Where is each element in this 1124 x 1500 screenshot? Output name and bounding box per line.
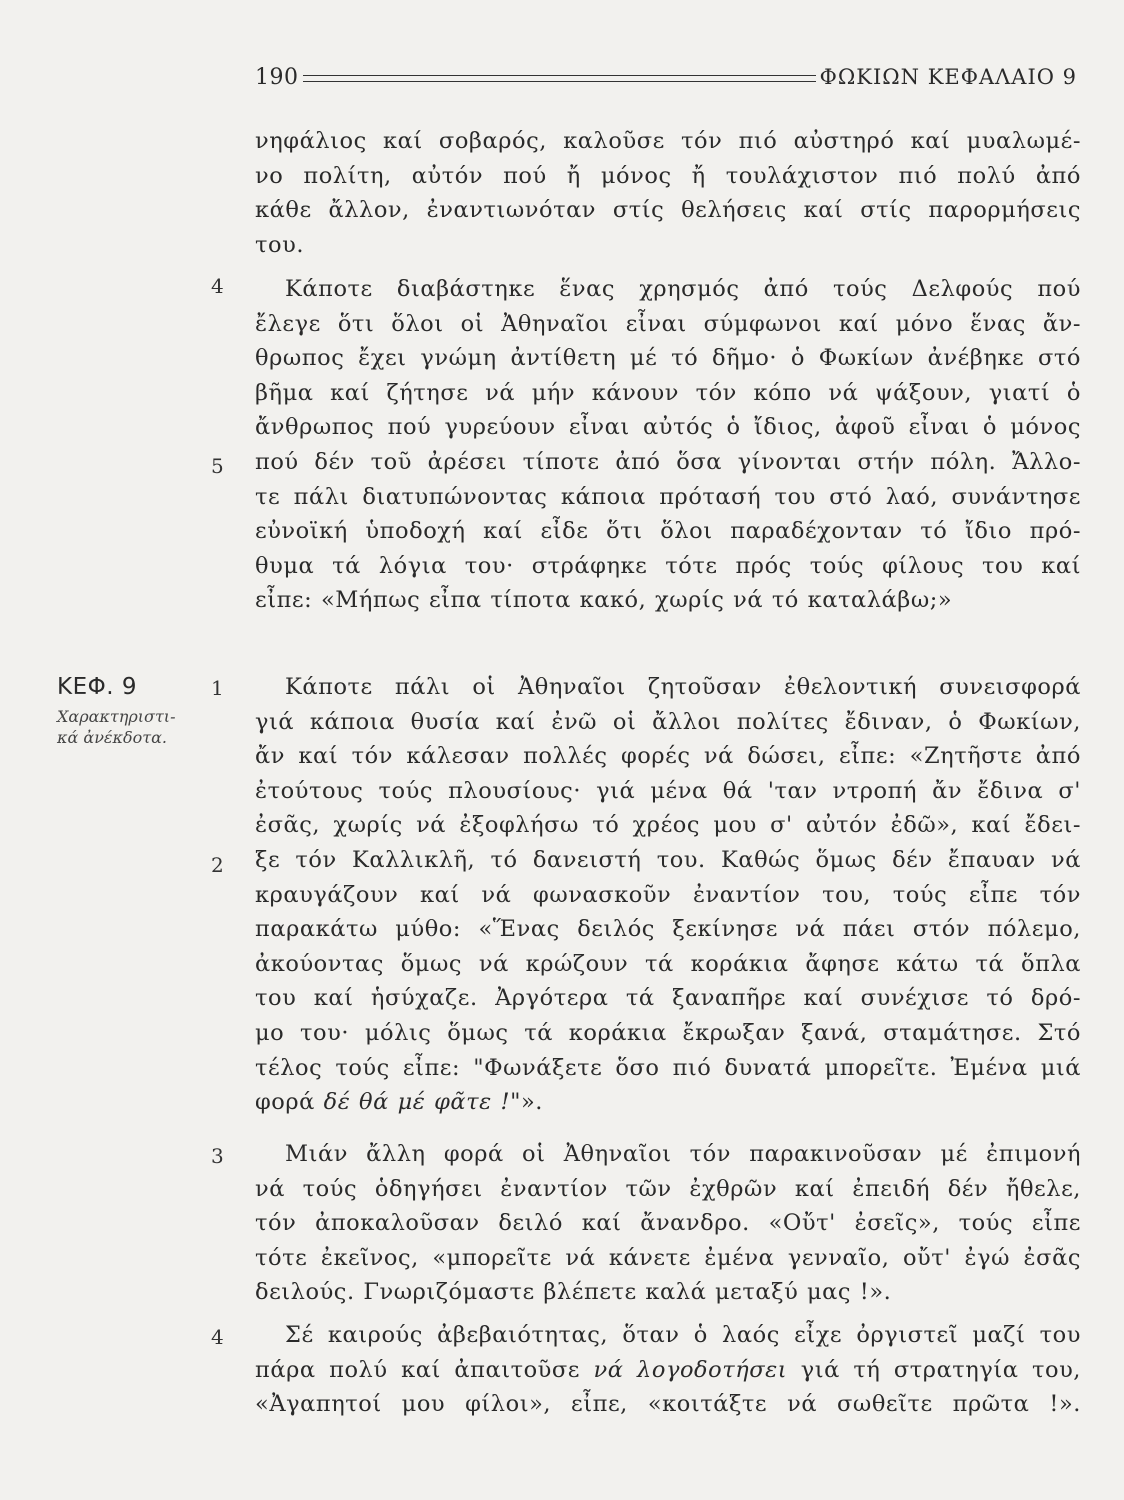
text-line: θυμα τά λόγια του· στράφηκε τότε πρός τούς φίλους του καί xyxy=(255,552,1081,579)
text-line: τέλος τούς εἶπε: "Φωνάξετε ὅσο πιό δυνατά μπορεῖτε. Ἐμένα μιά xyxy=(255,1054,1081,1081)
paragraph-oracle xyxy=(255,272,1081,618)
text-line: του καί ἡσύχαζε. Ἀργότερα τά ξαναπῆρε καί συνέχισε τό δρό- xyxy=(255,985,1081,1012)
italic-text-run: νά λογοδοτήσει xyxy=(593,1356,788,1383)
text-line: τε πάλι διατυπώνοντας κάποια πρότασή του στό λαό, συνάντησε xyxy=(255,483,1081,510)
text-line: νά τούς ὁδηγήσει ἐναντίον τῶν ἐχθρῶν καί ἐπειδή δέν ἤθελε, xyxy=(255,1175,1081,1202)
text-line xyxy=(255,1085,1081,1120)
section-number: 2 xyxy=(211,853,224,877)
text-line: Σέ καιρούς ἀβεβαιότητας, ὅταν ὁ λαός εἶχε ὀργιστεῖ μαζί του xyxy=(285,1322,1081,1348)
paragraph-friends xyxy=(255,1318,1081,1422)
text-run: "». xyxy=(510,1089,543,1116)
text-line: κραυγάζουν καί νά φωνασκοῦν ἐναντίον του, τούς εἶπε τόν xyxy=(255,881,1081,908)
section-number: 4 xyxy=(211,1325,224,1349)
text-line: «Ἀγαπητοί μου φίλοι», εἶπε, «κοιτάξτε νά σωθεῖτε πρῶτα !». xyxy=(255,1391,1081,1418)
page-number: 190 xyxy=(255,64,299,90)
text-line: δειλούς. Γνωριζόμαστε βλέπετε καλά μεταξύ μας !». xyxy=(255,1279,892,1306)
section-number: 4 xyxy=(211,274,224,298)
text-line xyxy=(255,1353,1081,1388)
text-line: νο πολίτη, αὐτόν πού ἤ μόνος ἤ τουλάχιστον πιό πολύ ἀπό xyxy=(255,162,1081,189)
section-number: 1 xyxy=(211,676,224,700)
text-line: νηφάλιος καί σοβαρός, καλοῦσε τόν πιό αὐστηρό καί μυαλωμέ- xyxy=(255,128,1081,154)
page-header xyxy=(255,62,1077,92)
text-line: του. xyxy=(255,231,305,258)
margin-chapter: ΚΕΦ. 9 xyxy=(57,674,137,700)
text-line: τόν ἀποκαλοῦσαν δειλό καί ἄνανδρο. «Οὔτ' ἐσεῖς», τούς εἶπε xyxy=(255,1210,1081,1237)
text-line: τότε ἐκεῖνος, «μπορεῖτε νά κάνετε ἐμένα γενναῖο, οὔτ' ἐγώ ἐσᾶς xyxy=(255,1244,1081,1271)
section-number: 5 xyxy=(211,454,224,478)
text-line: μο του· μόλις ὅμως τά κοράκια ἔκρωξαν ξανά, σταμάτησε. Στό xyxy=(255,1019,1081,1046)
paragraph-continuation xyxy=(255,124,1081,262)
text-line: γιά κάποια θυσία καί ἐνῶ οἱ ἄλλοι πολίτες ἔδιναν, ὁ Φωκίων, xyxy=(255,708,1081,735)
margin-description-line: Χαρακτηριστι- xyxy=(57,707,176,726)
text-line: κάθε ἄλλον, ἐναντιωνόταν στίς θελήσεις καί στίς παρορμήσεις xyxy=(255,197,1081,224)
paragraph-contribution xyxy=(255,670,1081,1120)
text-line: εἶπε: «Μήπως εἶπα τίποτα κακό, χωρίς νά τό καταλάβω;» xyxy=(255,587,953,614)
text-run: φορά xyxy=(255,1089,324,1116)
text-line: εὐνοϊκή ὑποδοχή καί εἶδε ὅτι ὅλοι παραδέχονταν τό ἴδιο πρό- xyxy=(255,518,1081,545)
header-rule xyxy=(303,75,816,82)
margin-description-line: κά ἀνέκδοτα. xyxy=(57,728,167,747)
text-line: βῆμα καί ζήτησε νά μήν κάνουν τόν κόπο νά ψάξουν, γιατί ὁ xyxy=(255,379,1081,406)
text-run: γιά τή στρατηγία του, xyxy=(787,1356,1081,1383)
text-line: θρωπος ἔχει γνώμη ἀντίθετη μέ τό δῆμο· ὁ Φωκίων ἀνέβηκε στό xyxy=(255,345,1081,372)
text-run: πάρα πολύ καί ἀπαιτοῦσε xyxy=(255,1356,594,1383)
text-line: ἐσᾶς, χωρίς νά ἐξοφλήσω τό χρέος μου σ' αὐτόν ἐδῶ», καί ἔδει- xyxy=(255,812,1081,839)
text-line: ἐτούτους τούς πλουσίους· γιά μένα θά 'ταν ντροπή ἄν ἔδινα σ' xyxy=(255,777,1081,804)
text-line: πού δέν τοῦ ἀρέσει τίποτε ἀπό ὅσα γίνονται στήν πόλη. Ἄλλο- xyxy=(255,448,1081,475)
margin-note xyxy=(57,674,197,748)
running-title: ΦΩΚΙΩΝ ΚΕΦΑΛΑΙΟ 9 xyxy=(819,65,1077,89)
paragraph-coward xyxy=(255,1137,1081,1310)
section-number: 3 xyxy=(211,1144,224,1168)
text-line: ἀκούοντας ὅμως νά κρώζουν τά κοράκια ἄφησε κάτω τά ὅπλα xyxy=(255,950,1081,977)
text-line: παρακάτω μύθο: «Ἕνας δειλός ξεκίνησε νά πάει στόν πόλεμο, xyxy=(255,916,1081,943)
text-line: ἄν καί τόν κάλεσαν πολλές φορές νά δώσει, εἶπε: «Ζητῆστε ἀπό xyxy=(255,743,1081,770)
text-line: Κάποτε διαβάστηκε ἕνας χρησμός ἀπό τούς Δελφούς πού xyxy=(285,276,1081,302)
text-line: ἔλεγε ὅτι ὅλοι οἱ Ἀθηναῖοι εἶναι σύμφωνοι καί μόνο ἕνας ἄν- xyxy=(255,310,1081,337)
text-line: ἄνθρωπος πού γυρεύουν εἶναι αὐτός ὁ ἴδιος, ἀφοῦ εἶναι ὁ μόνος xyxy=(255,414,1081,441)
italic-text-run: δέ θά μέ φᾶτε ! xyxy=(323,1089,511,1116)
text-line: Μιάν ἄλλη φορά οἱ Ἀθηναῖοι τόν παρακινοῦσαν μέ ἐπιμονή xyxy=(285,1141,1081,1167)
margin-description xyxy=(57,706,197,748)
text-line: Κάποτε πάλι οἱ Ἀθηναῖοι ζητοῦσαν ἐθελοντική συνεισφορά xyxy=(285,674,1081,700)
text-line: ξε τόν Καλλικλῆ, τό δανειστή του. Καθώς ὅμως δέν ἔπαυαν νά xyxy=(255,846,1081,873)
